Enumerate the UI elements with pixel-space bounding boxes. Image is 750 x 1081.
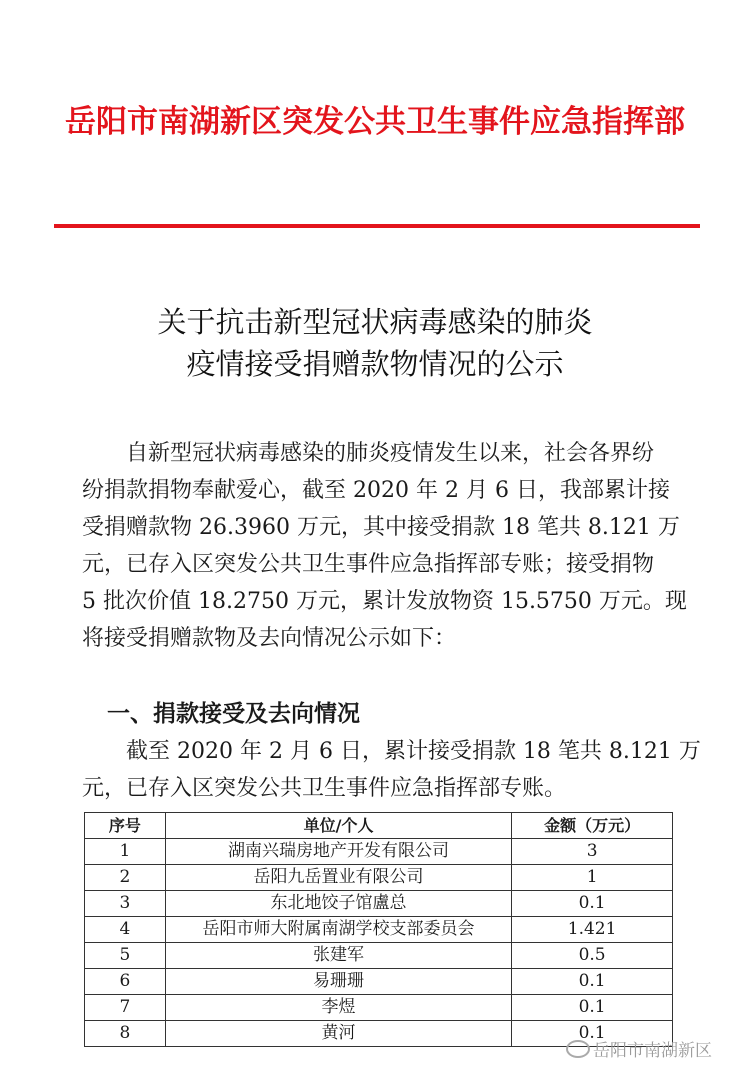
cell-index: 3: [85, 891, 166, 917]
intro-line: 将接受捐赠款物及去向情况公示如下：: [82, 626, 457, 651]
cell-amount: 1: [512, 865, 673, 891]
intro-line: 受捐赠款物 26.3960 万元，其中接受捐款 18 笔共 8.121 万: [82, 515, 680, 540]
cell-amount: 0.1: [512, 969, 673, 995]
watermark-text: 岳阳市南湖新区: [593, 1041, 712, 1061]
cell-index: 8: [85, 1021, 166, 1047]
table-row: [85, 969, 673, 995]
cell-amount: 1.421: [512, 917, 673, 943]
cell-donor: 湖南兴瑞房地产开发有限公司: [165, 839, 511, 865]
cell-index: 4: [85, 917, 166, 943]
header-donor: 单位/个人: [165, 813, 511, 839]
table-header-row: [85, 813, 673, 839]
cell-donor: 黄河: [165, 1021, 511, 1047]
watermark: [566, 1036, 712, 1061]
cell-donor: 易珊珊: [165, 969, 511, 995]
red-divider: [54, 224, 700, 228]
table-row: [85, 891, 673, 917]
intro-line: 5 批次价值 18.2750 万元，累计发放物资 15.5750 万元。现: [82, 589, 687, 614]
cell-donor: 李煜: [165, 995, 511, 1021]
issuing-organization: 岳阳市南湖新区突发公共卫生事件应急指挥部: [65, 104, 685, 140]
wechat-icon: [566, 1040, 590, 1058]
document-title-line2: 疫情接受捐赠款物情况的公示: [186, 347, 564, 381]
table-row: [85, 943, 673, 969]
intro-line: 元，已存入区突发公共卫生事件应急指挥部专账；接受捐物: [82, 552, 655, 577]
table-row: [85, 995, 673, 1021]
cell-index: 6: [85, 969, 166, 995]
cell-index: 5: [85, 943, 166, 969]
cell-amount: 0.1: [512, 891, 673, 917]
cell-index: 7: [85, 995, 166, 1021]
cell-donor: 张建军: [165, 943, 511, 969]
intro-line: 纷捐款捐物奉献爱心，截至 2020 年 2 月 6 日，我部累计接: [82, 478, 670, 503]
intro-line: 自新型冠状病毒感染的肺炎疫情发生以来，社会各界纷: [82, 441, 655, 466]
cell-amount: 0.5: [512, 943, 673, 969]
header-amount: 金额（万元）: [512, 813, 673, 839]
cell-amount: 0.1: [512, 1021, 673, 1047]
table-row: [85, 839, 673, 865]
cell-amount: 3: [512, 839, 673, 865]
cell-donor: 东北地饺子馆盧总: [165, 891, 511, 917]
document-title-line1: 关于抗击新型冠状病毒感染的肺炎: [157, 305, 593, 339]
donation-table: [84, 812, 673, 1047]
table-row: [85, 865, 673, 891]
section-heading: 一、捐款接受及去向情况: [107, 701, 360, 727]
cell-index: 2: [85, 865, 166, 891]
cell-donor: 岳阳九岳置业有限公司: [165, 865, 511, 891]
cell-index: 1: [85, 839, 166, 865]
cell-amount: 0.1: [512, 995, 673, 1021]
table-row: [85, 917, 673, 943]
header-index: 序号: [85, 813, 166, 839]
section-line: 截至 2020 年 2 月 6 日，累计接受捐款 18 笔共 8.121 万: [82, 739, 701, 764]
cell-donor: 岳阳市师大附属南湖学校支部委员会: [165, 917, 511, 943]
section-line: 元，已存入区突发公共卫生事件应急指挥部专账。: [82, 776, 567, 801]
